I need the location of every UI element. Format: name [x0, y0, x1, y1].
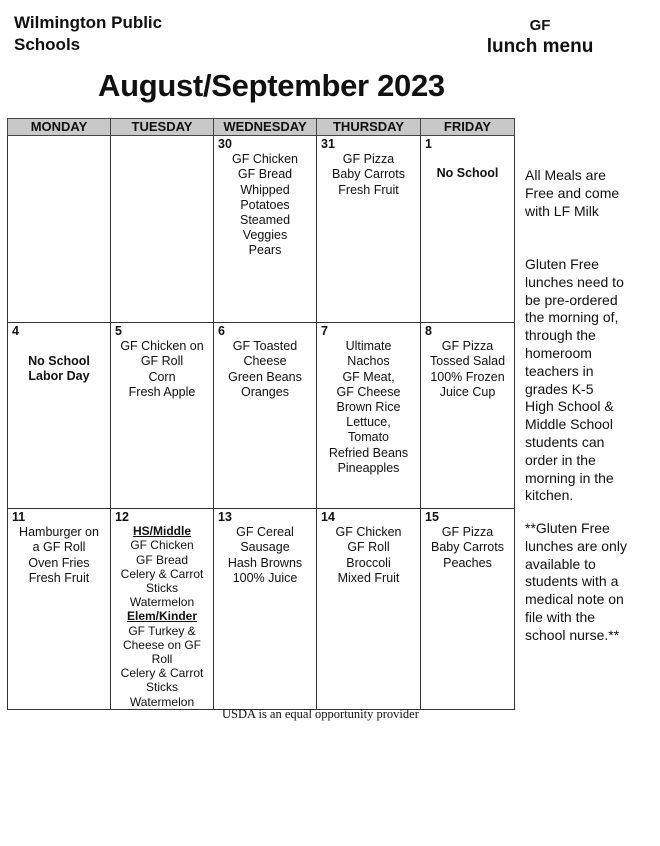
note-line: kitchen.: [525, 487, 574, 504]
day-number: 11: [12, 510, 26, 524]
menu-item: Celery & Carrot: [120, 666, 204, 681]
day-cell: [317, 509, 421, 710]
day-number: 7: [321, 324, 328, 338]
menu-items: [423, 339, 512, 400]
menu-item: Cheese on GF: [122, 637, 202, 652]
note-line: morning in the: [525, 469, 614, 486]
no-school-label: No School: [436, 166, 499, 181]
day-cell: [421, 136, 515, 323]
weekday-header-monday: MONDAY: [8, 119, 111, 136]
note-line: available to: [525, 555, 596, 572]
menu-items: [423, 525, 512, 571]
menu-item: GF Bread: [135, 552, 189, 567]
note-line: High School &: [525, 398, 614, 415]
note-line: file with the: [525, 608, 596, 625]
menu-items: [113, 339, 211, 400]
note-line: All Meals are: [525, 167, 606, 183]
note-line: Middle School: [525, 416, 613, 433]
menu-items: [319, 152, 418, 198]
note-preorder: [525, 256, 660, 505]
day-cell-empty: [111, 136, 214, 323]
day-cell: [8, 323, 111, 509]
day-cell: [214, 509, 317, 710]
page-title: August/September 2023: [98, 68, 445, 103]
menu-item: Juice Cup: [439, 384, 496, 399]
menu-item: Peaches: [443, 555, 492, 570]
menu-item: Sausage: [240, 540, 290, 555]
day-number: 1: [425, 137, 432, 151]
menu-item: Watermelon: [129, 595, 195, 610]
menu-items: [423, 152, 512, 181]
day-cell: [421, 323, 515, 509]
note-free-meals: [525, 167, 660, 220]
menu-type-line1: GF: [529, 17, 551, 34]
day-cell: [421, 509, 515, 710]
menu-item: GF Pizza: [441, 339, 494, 354]
weekday-header-thursday: THURSDAY: [317, 119, 421, 136]
menu-items: [216, 339, 314, 400]
menu-item: Fresh Fruit: [338, 182, 399, 197]
menu-item: Roll: [151, 652, 173, 667]
note-line: teachers in: [525, 362, 594, 379]
menu-item: Potatoes: [240, 197, 290, 212]
menu-item: Refried Beans: [328, 445, 409, 460]
note-line: be pre-ordered: [525, 291, 618, 308]
menu-item: Hamburger on: [19, 525, 99, 540]
menu-item: Fresh Apple: [128, 384, 196, 399]
note-line: school nurse.**: [525, 626, 620, 643]
note-line: the morning of,: [525, 309, 619, 326]
group-heading-hs-middle: HS/Middle: [132, 524, 191, 539]
menu-item: GF Bread: [237, 167, 293, 182]
menu-item: GF Pizza: [441, 525, 494, 540]
menu-items: [10, 525, 108, 586]
note-line: **Gluten Free: [525, 520, 610, 536]
menu-item: Oven Fries: [28, 555, 90, 570]
menu-items: [216, 152, 314, 258]
menu-type-line2: lunch menu: [486, 36, 594, 57]
menu-item: Sticks: [145, 680, 178, 695]
menu-items: [319, 339, 418, 476]
note-line: students can: [525, 433, 605, 450]
menu-item: Veggies: [242, 228, 288, 243]
day-number: 15: [425, 510, 439, 524]
menu-item: Lettuce,: [346, 415, 391, 430]
menu-item: Baby Carrots: [431, 540, 504, 555]
note-line: homeroom: [525, 344, 592, 361]
day-number: 30: [218, 137, 232, 151]
menu-calendar: [7, 118, 515, 710]
day-number: 12: [115, 510, 129, 524]
menu-item: GF Chicken: [130, 538, 194, 553]
menu-item: Ultimate: [345, 339, 392, 354]
note-line: order in the: [525, 451, 596, 468]
note-line: lunches are only: [525, 537, 627, 554]
menu-item: GF Cheese: [336, 384, 401, 399]
note-line: Free and come: [525, 184, 620, 201]
menu-item: Brown Rice: [336, 400, 401, 415]
day-cell: [317, 136, 421, 323]
weekday-header-wednesday: WEDNESDAY: [214, 119, 317, 136]
note-line: grades K-5: [525, 380, 594, 397]
menu-item: Tossed Salad: [429, 354, 506, 369]
menu-item: a GF Roll: [32, 540, 86, 555]
day-number: 13: [218, 510, 232, 524]
menu-item: GF Roll: [140, 354, 184, 369]
menu-item: Pears: [248, 243, 282, 258]
menu-item: Sticks: [145, 581, 178, 596]
menu-item: Steamed: [239, 213, 291, 228]
school-name-line2: Schools: [14, 35, 81, 54]
menu-item: Pineapples: [337, 460, 400, 475]
note-line: with LF Milk: [525, 202, 599, 219]
day-number: 8: [425, 324, 432, 338]
weekday-header-tuesday: TUESDAY: [111, 119, 214, 136]
menu-item: GF Toasted: [232, 339, 298, 354]
menu-item: GF Turkey &: [128, 623, 196, 638]
day-number: 6: [218, 324, 225, 338]
week-row: [8, 509, 515, 710]
day-cell: [111, 509, 214, 710]
note-line: lunches need to: [525, 273, 624, 290]
note-line: Gluten Free: [525, 256, 599, 272]
menu-item: Broccoli: [346, 555, 391, 570]
menu-type: [470, 16, 610, 59]
day-cell: [8, 509, 111, 710]
menu-item: Whipped: [240, 182, 290, 197]
menu-item: Nachos: [347, 354, 390, 369]
menu-item: Tomato: [348, 430, 389, 445]
menu-items: [10, 339, 108, 384]
day-cell: [214, 136, 317, 323]
school-name: [14, 12, 162, 56]
menu-item: Cheese: [243, 354, 287, 369]
menu-item: Celery & Carrot: [120, 566, 204, 581]
day-cell: [317, 323, 421, 509]
menu-item: Oranges: [241, 384, 289, 399]
menu-item: Hash Browns: [227, 555, 303, 570]
day-cell: [111, 323, 214, 509]
day-cell-empty: [8, 136, 111, 323]
school-name-line1: Wilmington Public: [14, 13, 163, 32]
menu-item: GF Cereal: [236, 525, 294, 540]
note-medical: [525, 520, 660, 645]
week-row: [8, 136, 515, 323]
menu-item: 100% Frozen: [430, 369, 505, 384]
menu-items: [319, 525, 418, 586]
weekday-header-friday: FRIDAY: [421, 119, 515, 136]
day-cell: [214, 323, 317, 509]
menu-item: GF Pizza: [342, 152, 395, 167]
holiday-label: Labor Day: [28, 369, 90, 384]
usda-statement: USDA is an equal opportunity provider: [222, 707, 419, 721]
note-line: students with a: [525, 573, 619, 590]
menu-item: Baby Carrots: [332, 167, 405, 182]
menu-items: [113, 524, 211, 709]
menu-item: GF Chicken on: [120, 339, 204, 354]
menu-item: Watermelon: [129, 694, 195, 709]
note-line: medical note on: [525, 591, 624, 608]
day-number: 14: [321, 510, 335, 524]
menu-item: 100% Juice: [232, 570, 298, 585]
week-row: [8, 323, 515, 509]
menu-items: [216, 525, 314, 586]
menu-item: Green Beans: [228, 369, 302, 384]
group-heading-elem-kinder: Elem/Kinder: [126, 609, 198, 624]
menu-item: Fresh Fruit: [28, 570, 90, 585]
day-number: 5: [115, 324, 122, 338]
note-line: through the: [525, 327, 596, 344]
day-number: 31: [321, 137, 335, 151]
menu-item: GF Meat,: [342, 369, 395, 384]
menu-item: GF Roll: [347, 540, 390, 555]
menu-item: GF Chicken: [335, 525, 402, 540]
no-school-label: No School: [28, 354, 90, 369]
menu-item: Corn: [148, 369, 176, 384]
weekday-header-row: [8, 119, 515, 136]
menu-item: Mixed Fruit: [337, 570, 400, 585]
menu-item: GF Chicken: [232, 152, 298, 167]
day-number: 4: [12, 324, 19, 338]
